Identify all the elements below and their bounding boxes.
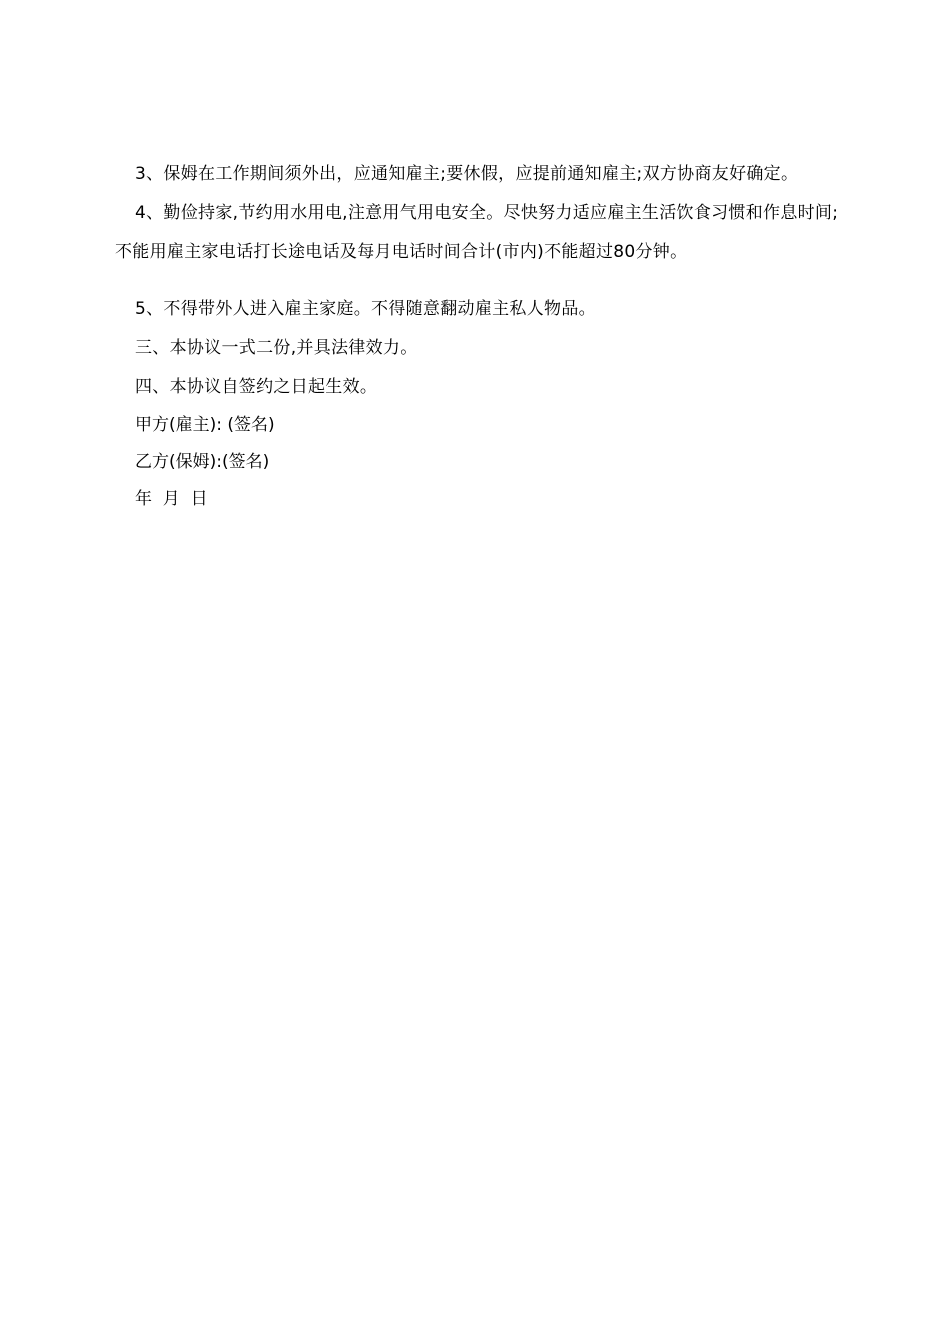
paragraph-gap — [115, 272, 840, 290]
party-a-signature: 甲方(雇主): (签名) — [135, 415, 275, 435]
clause-4: 4、勤俭持家,节约用水用电,注意用气用电安全。尽快努力适应雇主生活饮食习惯和作息时间;不能用雇主家电话打长途电话及每月电话时间合计(市内)不能超过80分钟。 — [115, 203, 839, 262]
party-b-signature: 乙方(保姆):(签名) — [135, 452, 270, 472]
signing-date: 年 月 日 — [135, 489, 208, 509]
clause-5: 5、不得带外人进入雇主家庭。不得随意翻动雇主私人物品。 — [135, 299, 596, 319]
document-body — [115, 155, 840, 518]
clause-3: 3、保姆在工作期间须外出，应通知雇主;要休假，应提前通知雇主;双方协商友好确定。 — [135, 164, 799, 184]
section-3-copies: 三、本协议一式二份,并具法律效力。 — [135, 338, 418, 358]
section-4-effective: 四、本协议自签约之日起生效。 — [135, 377, 378, 397]
